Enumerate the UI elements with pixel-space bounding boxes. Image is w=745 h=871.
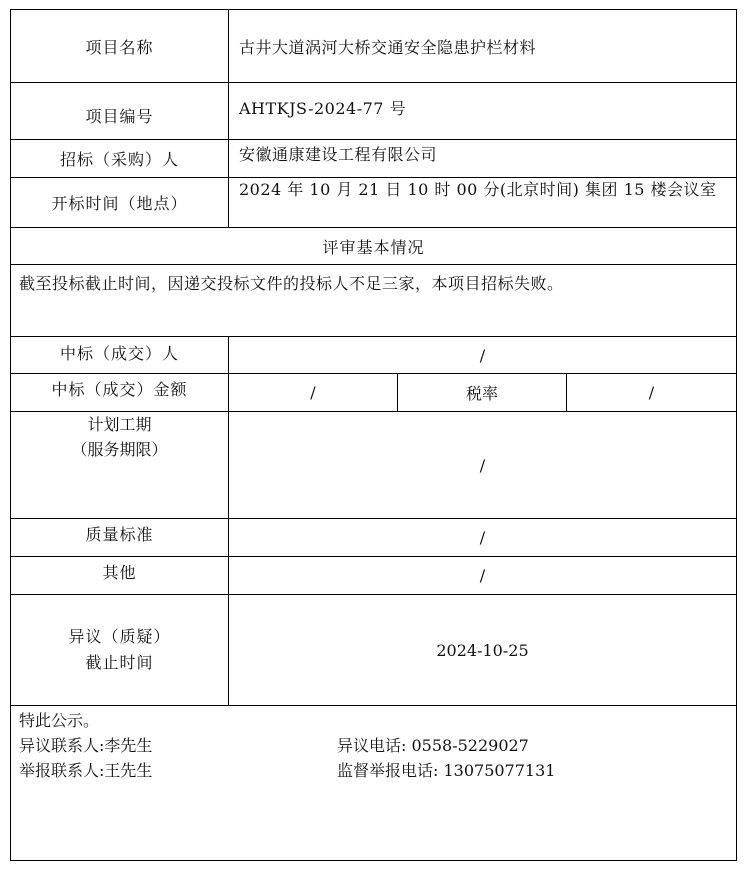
row-purchaser [11, 140, 737, 178]
row-objection-deadline [11, 595, 737, 706]
row-winner [11, 337, 737, 374]
review-heading: 评审基本情况 [11, 228, 737, 265]
objection-contact: 异议联系人:李先生 [19, 736, 153, 755]
announcement-table [10, 9, 737, 861]
schedule-value: / [229, 412, 737, 519]
objection-contact-line [19, 733, 728, 758]
project-name-label: 项目名称 [11, 10, 229, 83]
project-name-value: 古井大道涡河大桥交通安全隐患护栏材料 [229, 10, 737, 83]
purchaser-value: 安徽通康建设工程有限公司 [229, 140, 737, 178]
other-label: 其他 [11, 557, 229, 595]
report-contact-line [19, 758, 728, 783]
row-amount [11, 374, 737, 412]
tax-label: 税率 [398, 374, 567, 412]
row-project-number [11, 83, 737, 140]
notice-text: 特此公示。 [19, 711, 100, 730]
report-contact: 举报联系人:王先生 [19, 761, 153, 780]
winner-label: 中标（成交）人 [11, 337, 229, 374]
quality-value: / [229, 519, 737, 557]
amount-label: 中标（成交）金额 [11, 374, 229, 412]
schedule-label [11, 412, 229, 519]
footer-block [11, 706, 737, 861]
objection-deadline-label [11, 595, 229, 706]
amount-value: / [229, 374, 398, 412]
report-phone: 监督举报电话: 13075077131 [337, 761, 556, 780]
winner-value: / [229, 337, 737, 374]
quality-label: 质量标准 [11, 519, 229, 557]
row-review-heading [11, 228, 737, 265]
project-number-label: 项目编号 [11, 83, 229, 140]
opening-time-value: 2024 年 10 月 21 日 10 时 00 分(北京时间) 集团 15 楼会议室 [229, 178, 737, 228]
objection-label-line2: 截止时间 [85, 653, 154, 672]
opening-time-label: 开标时间（地点） [11, 178, 229, 228]
review-text: 截至投标截止时间，因递交投标文件的投标人不足三家，本项目招标失败。 [11, 265, 737, 337]
objection-label-line1: 异议（质疑） [68, 627, 171, 646]
objection-phone: 异议电话: 0558-5229027 [337, 736, 529, 755]
schedule-label-line2: （服务期限） [71, 440, 168, 459]
objection-deadline-value: 2024-10-25 [229, 595, 737, 706]
row-opening-time [11, 178, 737, 228]
tax-value: / [567, 374, 737, 412]
row-quality [11, 519, 737, 557]
row-other [11, 557, 737, 595]
other-value: / [229, 557, 737, 595]
row-project-name [11, 10, 737, 83]
schedule-label-line1: 计划工期 [87, 415, 152, 434]
purchaser-label: 招标（采购）人 [11, 140, 229, 178]
row-footer [11, 706, 737, 861]
row-review-text [11, 265, 737, 337]
row-schedule [11, 412, 737, 519]
project-number-value: AHTKJS-2024-77 号 [229, 83, 737, 140]
